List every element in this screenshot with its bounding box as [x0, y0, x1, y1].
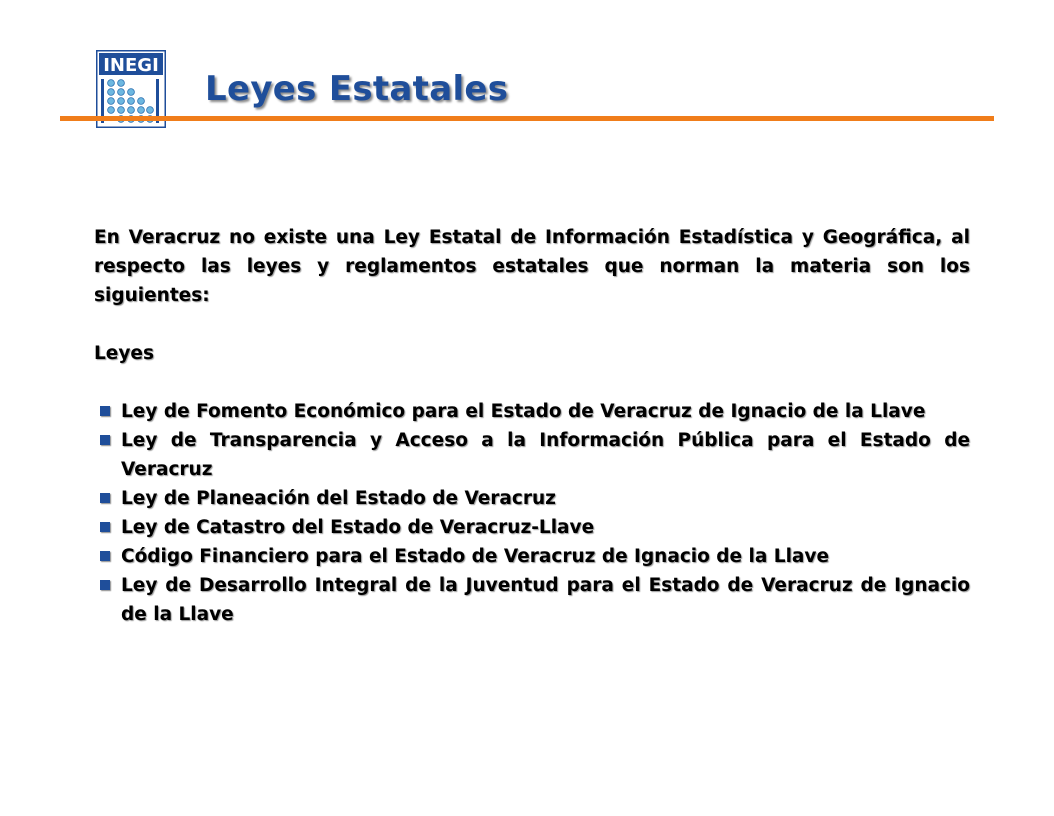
law-title: Ley de Planeación del Estado de Veracruz	[121, 488, 556, 509]
list-item	[94, 426, 970, 484]
list-item	[94, 542, 970, 571]
svg-text:INEGI: INEGI	[103, 55, 159, 76]
law-title: Ley de Catastro del Estado de Veracruz-Llave	[121, 517, 595, 538]
list-item	[94, 397, 970, 426]
list-item	[94, 484, 970, 513]
square-bullet-icon	[100, 580, 110, 590]
intro-paragraph: En Veracruz no existe una Ley Estatal de Información Estadística y Geográfica, al respecto las leyes y reglamentos estatales que norman la materia son los siguientes:	[94, 227, 970, 306]
square-bullet-icon	[100, 406, 110, 416]
list-item	[94, 571, 970, 629]
law-title: Ley de Fomento Económico para el Estado de Veracruz de Ignacio de la Llave	[121, 401, 926, 422]
square-bullet-icon	[100, 551, 110, 561]
slide-body	[94, 223, 970, 629]
law-title: Código Financiero para el Estado de Veracruz de Ignacio de la Llave	[121, 546, 830, 567]
square-bullet-icon	[100, 493, 110, 503]
page-title: Leyes Estatales	[205, 69, 509, 109]
law-title: Ley de Transparencia y Acceso a la Información Pública para el Estado de Veracruz	[121, 430, 970, 480]
square-bullet-icon	[100, 522, 110, 532]
list-item	[94, 513, 970, 542]
law-title: Ley de Desarrollo Integral de la Juventud para el Estado de Veracruz de Ignacio de la Llave	[121, 575, 970, 625]
header-rule	[60, 116, 994, 121]
law-list	[94, 397, 970, 629]
section-heading: Leyes	[94, 343, 154, 364]
square-bullet-icon	[100, 435, 110, 445]
